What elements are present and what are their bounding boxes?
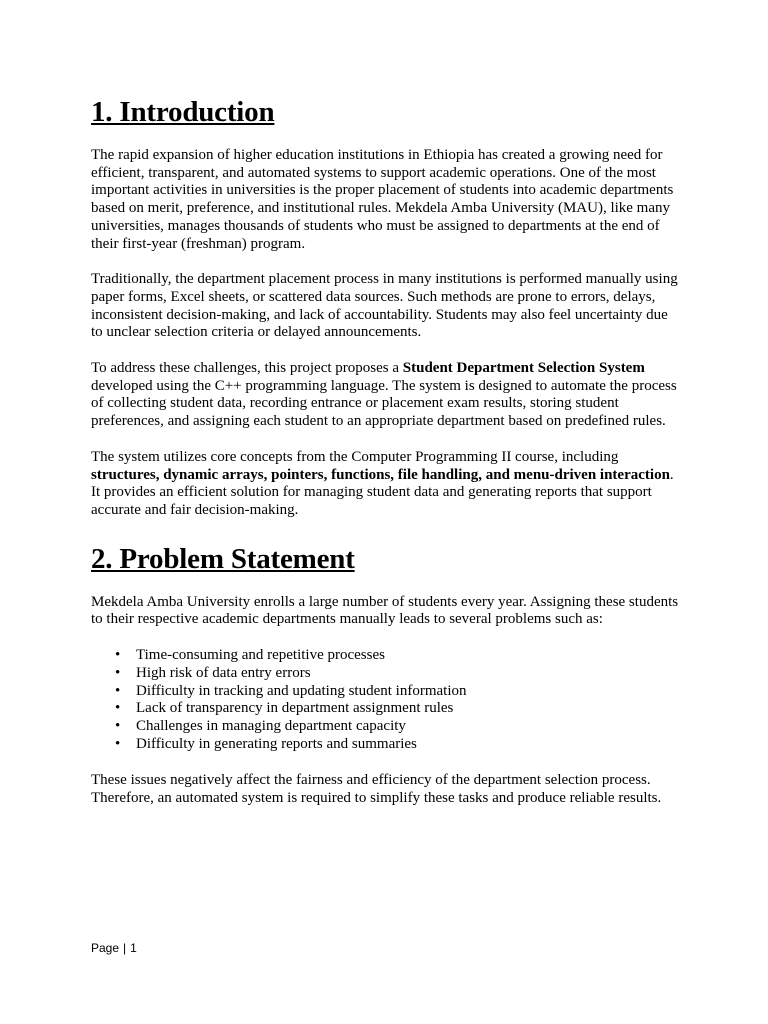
intro-paragraph-2: Traditionally, the department placement process in many institutions is performed manually using paper forms, Excel sheets, or scattered data sources. Such methods are prone to errors, delays, inconsistent decision-making, and lack of accountability. Students may also feel uncertainty due to unclear selection criteria or delayed announcements.: [91, 271, 678, 341]
list-item: • High risk of data entry errors: [136, 665, 681, 683]
intro-paragraph-4-text-a: The system utilizes core concepts from the Computer Programming II course, including: [91, 448, 619, 465]
footer-page-number: 1: [130, 941, 137, 955]
list-item: • Difficulty in generating reports and summaries: [136, 736, 681, 754]
intro-paragraph-1: The rapid expansion of higher education institutions in Ethiopia has created a growing need for efficient, transparent, and automated systems to support academic operations. One of the most important activities in universities is the proper placement of students into academic departments based on merit, preference, and institutional rules. Mekdela Amba University (MAU), like many universities, manages thousands of students who must be assigned to departments at the end of their first-year (freshman) program.: [91, 147, 674, 252]
problem-intro-paragraph: Mekdela Amba University enrolls a large number of students every year. Assigning these students to their respective academic departments manually leads to several problems such as:: [91, 593, 679, 628]
section-heading-problem-statement: 2. Problem Statement: [91, 542, 355, 575]
intro-paragraph-3: [91, 360, 681, 431]
intro-paragraph-4: [91, 449, 681, 520]
intro-paragraph-3-bold: Student Department Selection System: [402, 360, 645, 377]
intro-paragraph-3-text-b: developed using the C++ programming language. The system is designed to automate the process of collecting student data, recording entrance or placement exam results, storing student preferences, and assigning each student to an appropriate department based on predefined rules.: [91, 377, 677, 430]
intro-paragraph-4-bold: structures, dynamic arrays, pointers, functions, file handling, and menu-driven interaction: [91, 466, 670, 483]
list-item: • Challenges in managing department capacity: [136, 718, 681, 736]
page-content: [91, 0, 681, 807]
intro-paragraph-4-text-b: . It provides an efficient solution for managing student data and generating reports that support accurate and fair decision-making.: [91, 466, 674, 518]
section-heading-introduction: 1. Introduction: [91, 96, 275, 128]
footer-page-label: Page: [91, 941, 120, 955]
intro-paragraph-3-text-a: To address these challenges, this project proposes a: [91, 360, 403, 377]
list-item: • Time-consuming and repetitive processes: [136, 647, 681, 665]
list-item: • Difficulty in tracking and updating student information: [136, 683, 681, 701]
problem-bullet-list: [91, 647, 681, 754]
problem-conclusion-paragraph: These issues negatively affect the fairness and efficiency of the department selection process. Therefore, an automated system is required to simplify these tasks and produce reliable results.: [91, 771, 662, 806]
footer-separator: |: [123, 941, 127, 955]
page-footer: [91, 941, 137, 955]
list-item: • Lack of transparency in department assignment rules: [136, 700, 681, 718]
